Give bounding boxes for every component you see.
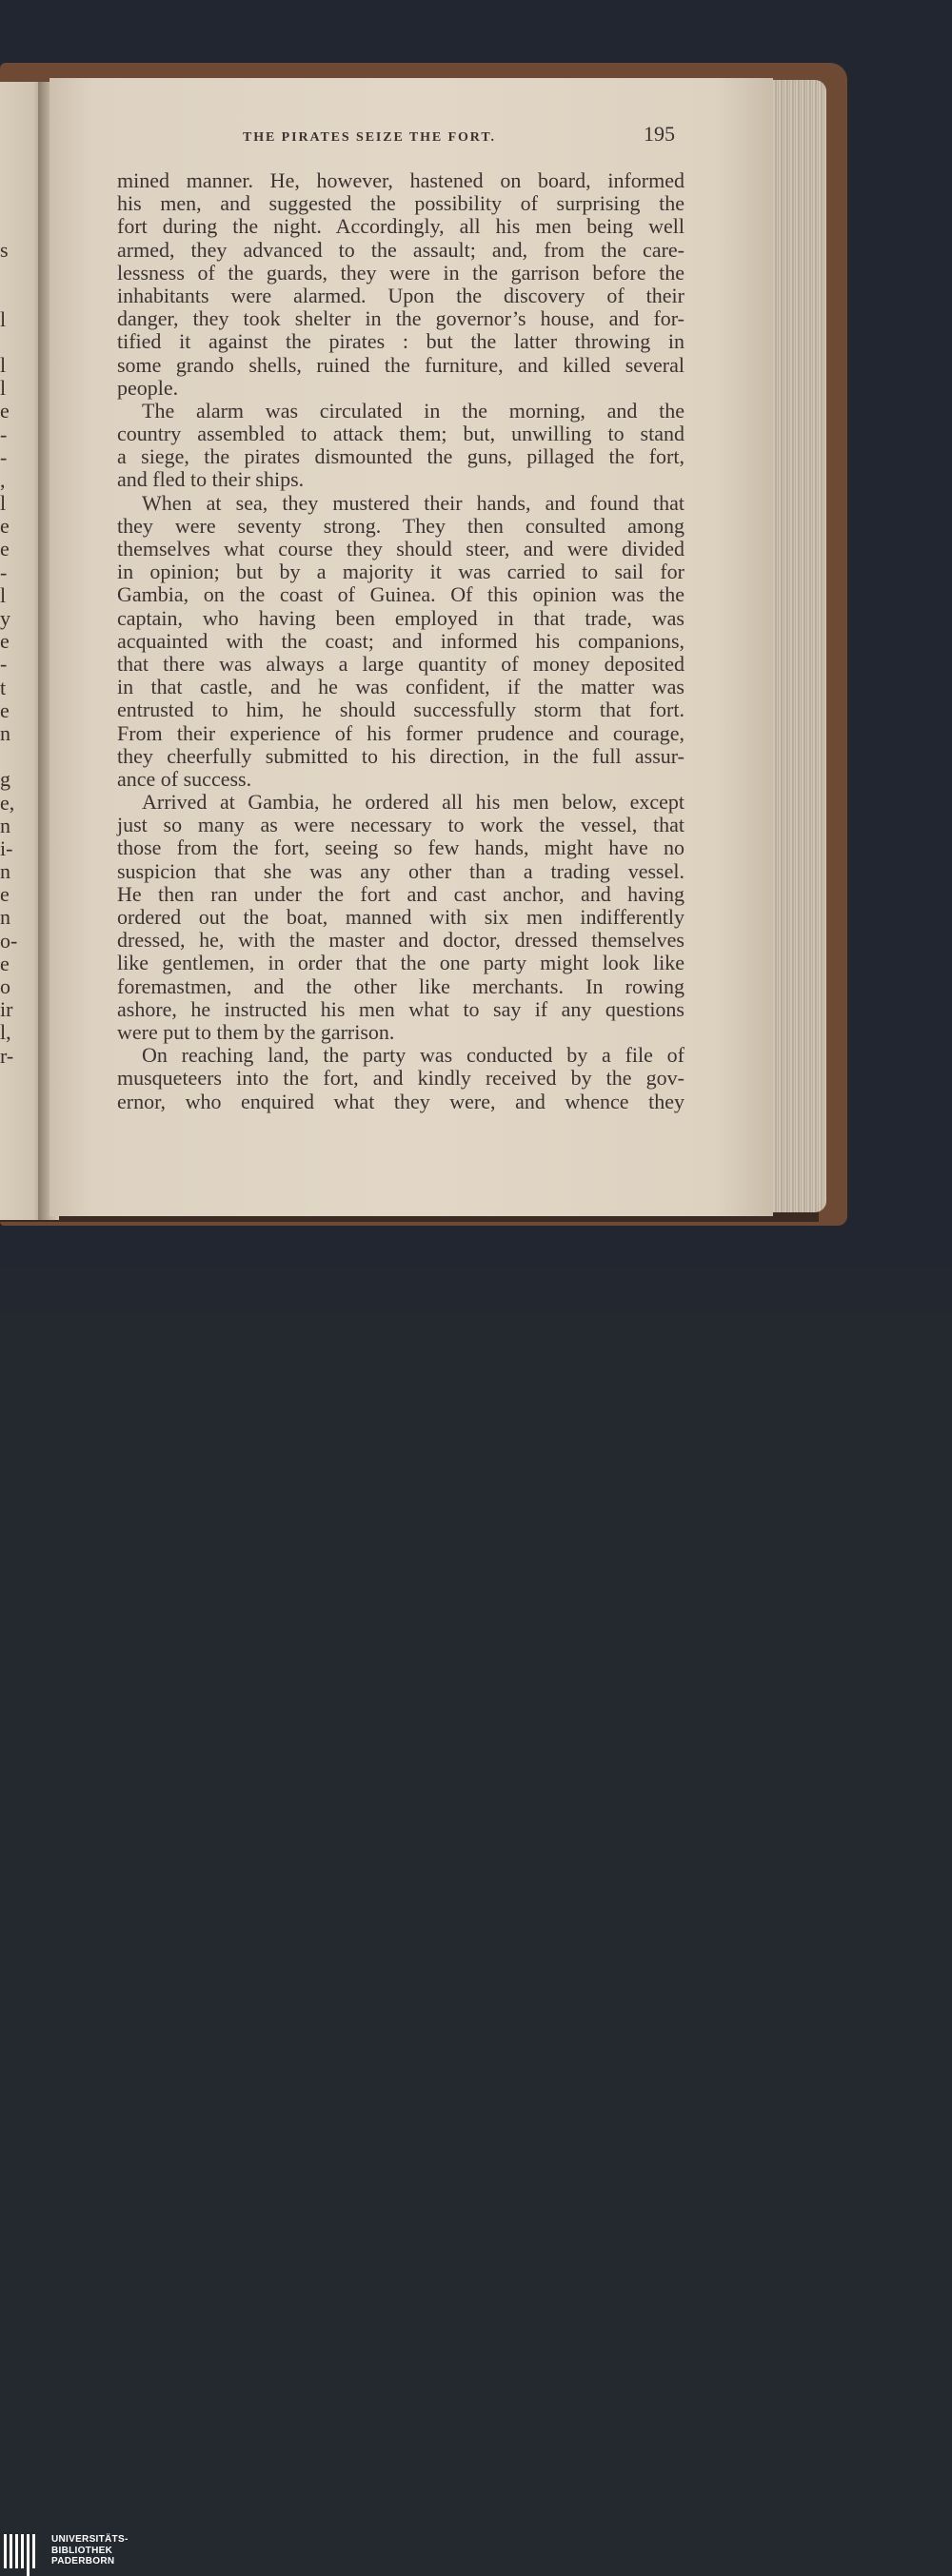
margin-fragment: g: [0, 767, 10, 792]
text-line: foremastmen, and the other like merchants. In rowing: [117, 973, 684, 998]
text-line: suspicion that she was any other than a trading vessel.: [117, 858, 684, 883]
margin-fragment: l: [0, 352, 7, 377]
text-line: captain, who having been employed in that trade, was: [117, 605, 684, 630]
library-name-line1: UNIVERSITÄTS-: [51, 2534, 129, 2545]
text-line: Gambia, on the coast of Guinea. Of this opinion was the: [117, 582, 684, 607]
margin-fragment: e: [0, 537, 10, 561]
margin-fragment: l,: [0, 1020, 11, 1045]
margin-fragment: n: [0, 859, 10, 884]
text-line: danger, they took shelter in the governor’s house, and for-: [117, 306, 684, 331]
margin-fragment: y: [0, 606, 10, 630]
margin-fragment: r-: [0, 1043, 14, 1068]
margin-fragment: -: [0, 444, 8, 469]
margin-fragment: -: [0, 652, 8, 677]
text-line: some grando shells, ruined the furniture, and killed several: [117, 352, 684, 377]
text-line: they cheerfully submitted to his direction, in the full assur-: [117, 743, 684, 768]
text-line: just so many as were necessary to work the vessel, that: [117, 813, 684, 837]
text-line: When at sea, they mustered their hands, and found that: [142, 490, 684, 515]
page-edges: [767, 80, 826, 1212]
margin-fragment: e: [0, 698, 10, 722]
text-line: in opinion; but by a majority it was carried to sail for: [117, 560, 684, 584]
margin-fragment: [0, 262, 29, 285]
text-line: those from the fort, seeing so few hands, might have no: [117, 836, 684, 860]
text-line: people.: [117, 375, 179, 400]
left-page-margin-fragments: [0, 239, 29, 1068]
text-line: mined manner. He, however, hastened on board, informed: [117, 168, 684, 192]
margin-fragment: l: [0, 376, 7, 401]
margin-fragment: i-: [0, 836, 13, 860]
text-line: a siege, the pirates dismounted the guns, pillaged the fort,: [117, 444, 684, 469]
margin-fragment: n: [0, 720, 10, 745]
text-line: tified it against the pirates : but the latter throwing in: [117, 329, 684, 354]
margin-fragment: -: [0, 560, 8, 584]
running-head: THE PIRATES SEIZE THE FORT.: [243, 130, 496, 145]
text-line: country assembled to attack them; but, unwilling to stand: [117, 422, 684, 446]
margin-fragment: ,: [0, 467, 6, 492]
library-name: [51, 2534, 129, 2567]
text-line: The alarm was circulated in the morning, and the: [142, 398, 684, 423]
margin-fragment: l: [0, 582, 7, 607]
text-line: ernor, who enquired what they were, and whence they: [117, 1089, 684, 1113]
margin-fragment: s: [0, 238, 9, 262]
margin-fragment: [0, 331, 29, 354]
text-line: his men, and suggested the possibility of surprising the: [117, 191, 684, 216]
margin-fragment: t: [0, 675, 7, 699]
text-line: themselves what course they should steer, and were divided: [117, 537, 684, 560]
text-line: ance of success.: [117, 766, 252, 791]
margin-fragment: ir: [0, 997, 13, 1022]
body-text: [117, 169, 684, 1113]
margin-fragment: [0, 745, 29, 768]
text-line: Arrived at Gambia, he ordered all his men below, except: [142, 790, 684, 815]
text-line: ordered out the boat, manned with six men indifferently: [117, 905, 684, 929]
scanned-book-photo: [0, 0, 952, 1266]
text-line: dressed, he, with the master and doctor, dressed themselves: [117, 928, 684, 953]
margin-fragment: n: [0, 813, 10, 837]
margin-fragment: o-: [0, 928, 18, 953]
margin-fragment: e: [0, 514, 10, 539]
text-line: From their experience of his former prudence and courage,: [117, 720, 684, 745]
text-line: and fled to their ships.: [117, 467, 305, 492]
margin-fragment: l: [0, 306, 7, 331]
text-line: were put to them by the garrison.: [117, 1019, 395, 1044]
text-line: in that castle, and he was confident, if the matter was: [117, 675, 684, 699]
margin-fragment: e: [0, 951, 10, 975]
text-line: they were seventy strong. They then consulted among: [117, 513, 684, 538]
library-logo-icon: [4, 2534, 42, 2576]
margin-fragment: [0, 285, 29, 307]
text-line: musqueteers into the fort, and kindly received by the gov-: [117, 1066, 684, 1091]
margin-fragment: -: [0, 422, 8, 446]
library-footer: [0, 1266, 952, 2566]
margin-fragment: n: [0, 905, 10, 930]
margin-fragment: e: [0, 399, 10, 423]
text-line: ashore, he instructed his men what to say if any questions: [117, 996, 684, 1021]
margin-fragment: e: [0, 882, 10, 907]
margin-fragment: l: [0, 491, 7, 516]
text-line: inhabitants were alarmed. Upon the discovery of their: [117, 283, 684, 307]
text-line: He then ran under the fort and cast anchor, and having: [117, 881, 684, 906]
text-line: that there was always a large quantity of money deposited: [117, 651, 684, 676]
text-line: fort during the night. Accordingly, all his men being well: [117, 214, 684, 239]
library-name-line2: BIBLIOTHEK: [51, 2545, 113, 2556]
library-name-line3: PADERBORN: [51, 2556, 115, 2566]
margin-fragment: e: [0, 629, 10, 654]
text-line: armed, they advanced to the assault; and, from the care-: [117, 237, 684, 262]
text-line: like gentlemen, in order that the one party might look like: [117, 951, 684, 975]
text-line: acquainted with the coast; and informed his companions,: [117, 628, 684, 653]
margin-fragment: o: [0, 974, 10, 998]
text-line: lessness of the guards, they were in the garrison before the: [117, 260, 684, 285]
page-number: 195: [644, 122, 675, 146]
margin-fragment: e,: [0, 790, 15, 815]
text-line: entrusted to him, he should successfully storm that fort.: [117, 698, 684, 722]
text-line: On reaching land, the party was conducted by a file of: [142, 1043, 684, 1068]
